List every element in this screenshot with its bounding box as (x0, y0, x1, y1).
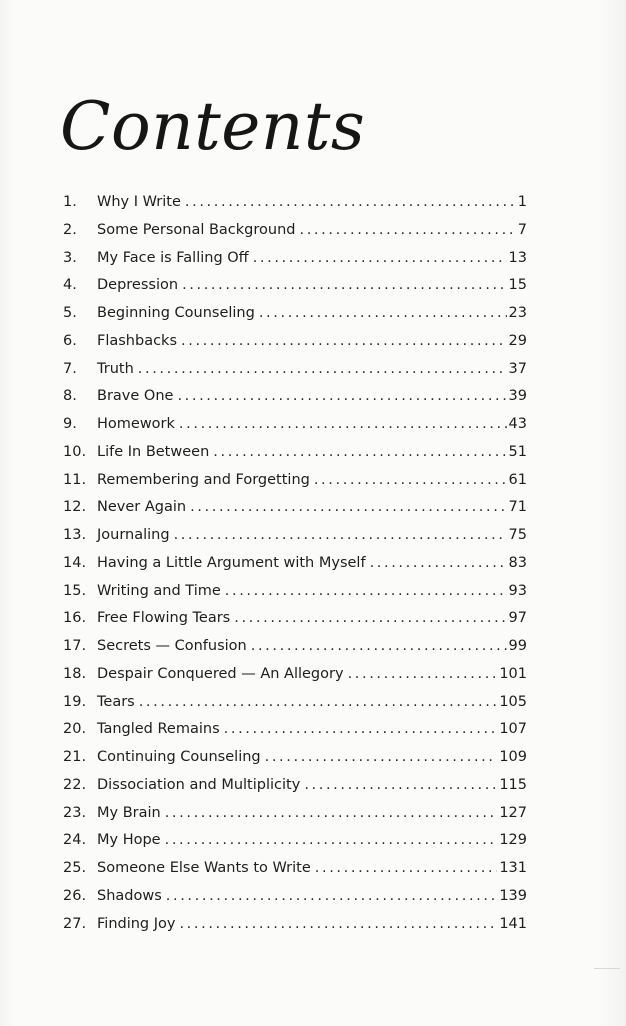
page-number: 75 (508, 527, 527, 543)
dot-leader (190, 499, 506, 515)
dot-leader (299, 222, 515, 238)
chapter-number: 14. (63, 554, 87, 571)
chapter-title: Despair Conquered — An Allegory (97, 665, 344, 682)
chapter-number: 16. (63, 610, 87, 627)
dot-leader (179, 416, 507, 432)
dot-leader (314, 472, 507, 488)
chapter-number: 18. (63, 665, 87, 682)
chapter-number: 17. (63, 638, 87, 654)
chapter-number: 9. (63, 416, 77, 432)
page-number: 37 (508, 360, 527, 377)
page-number: 43 (508, 416, 527, 432)
toc-entry (63, 832, 527, 860)
chapter-title: Some Personal Background (97, 221, 296, 238)
chapter-title: My Face is Falling Off (97, 249, 249, 266)
toc-entry (63, 694, 527, 722)
toc-entry (63, 305, 527, 333)
chapter-number: 27. (63, 915, 87, 932)
dot-leader (370, 555, 507, 571)
chapter-title: Brave One (97, 388, 174, 405)
toc-entry (63, 194, 527, 222)
chapter-title: Homework (97, 416, 175, 432)
page-number: 139 (499, 887, 527, 904)
chapter-title: Someone Else Wants to Write (97, 860, 311, 876)
page-number: 99 (508, 638, 527, 654)
chapter-number: 7. (63, 360, 77, 377)
toc-entry (63, 555, 527, 583)
toc-entry (63, 499, 527, 527)
page-number: 15 (508, 277, 527, 294)
dot-leader (181, 333, 507, 349)
chapter-title: Writing and Time (97, 582, 221, 599)
toc-entry (63, 444, 527, 472)
page-number: 13 (508, 249, 527, 266)
dot-leader (315, 860, 498, 876)
chapter-title: Never Again (97, 499, 187, 516)
chapter-number: 8. (63, 388, 77, 405)
dot-leader (179, 916, 497, 932)
page-number: 61 (508, 471, 527, 488)
toc-entry (63, 222, 527, 250)
page-number: 141 (499, 915, 527, 932)
chapter-title: Journaling (97, 527, 170, 543)
dot-leader (259, 305, 507, 321)
chapter-number: 4. (63, 277, 77, 294)
chapter-title: My Hope (97, 832, 161, 849)
dot-leader (213, 444, 506, 460)
page-edge-mark (594, 968, 620, 969)
chapter-title: Shadows (97, 887, 162, 904)
dot-leader (251, 638, 507, 654)
dot-leader (182, 277, 506, 293)
toc-entry (63, 638, 527, 666)
chapter-number: 25. (63, 860, 87, 876)
chapter-title: Finding Joy (97, 915, 176, 932)
chapter-number: 12. (63, 499, 87, 516)
page-number: 105 (499, 693, 527, 710)
chapter-title: Remembering and Forgetting (97, 471, 310, 488)
toc-entry (63, 805, 527, 833)
dot-leader (224, 721, 498, 737)
chapter-title: Having a Little Argument with Myself (97, 554, 366, 571)
toc-entry (63, 472, 527, 500)
chapter-number: 3. (63, 249, 77, 266)
chapter-number: 10. (63, 443, 87, 460)
chapter-title: Continuing Counseling (97, 749, 261, 765)
page-number: 51 (508, 443, 527, 460)
chapter-number: 6. (63, 332, 77, 349)
dot-leader (139, 694, 498, 710)
toc-entry (63, 333, 527, 361)
dot-leader (348, 666, 498, 682)
chapter-title: Tangled Remains (97, 721, 220, 738)
chapter-title: Free Flowing Tears (97, 610, 231, 627)
toc-entry (63, 860, 527, 888)
dot-leader (177, 388, 506, 404)
toc-entry (63, 583, 527, 611)
dot-leader (185, 194, 516, 210)
toc-entry (63, 361, 527, 389)
dot-leader (265, 749, 498, 765)
page-number: 29 (508, 332, 527, 349)
page-number: 129 (499, 832, 527, 849)
page-number: 71 (508, 499, 527, 516)
dot-leader (174, 527, 507, 543)
chapter-title: Secrets — Confusion (97, 638, 247, 654)
toc-entry (63, 888, 527, 916)
toc-entry (63, 277, 527, 305)
dot-leader (253, 250, 507, 266)
toc-entry (63, 777, 527, 805)
toc-entry (63, 666, 527, 694)
chapter-number: 11. (63, 471, 87, 488)
chapter-number: 23. (63, 804, 87, 821)
chapter-number: 22. (63, 776, 87, 793)
page-number: 107 (499, 721, 527, 738)
toc-entry (63, 527, 527, 555)
page-number: 93 (508, 582, 527, 599)
chapter-number: 26. (63, 887, 87, 904)
chapter-title: Truth (97, 360, 134, 377)
toc-entry (63, 416, 527, 444)
chapter-number: 19. (63, 693, 87, 710)
chapter-number: 21. (63, 749, 87, 765)
chapter-number: 20. (63, 721, 87, 738)
page-number: 39 (508, 388, 527, 405)
page-title: Contents (60, 88, 366, 165)
chapter-title: My Brain (97, 804, 161, 821)
chapter-title: Life In Between (97, 443, 210, 460)
chapter-title: Why I Write (97, 194, 181, 210)
chapter-number: 2. (63, 221, 77, 238)
page-number: 97 (508, 610, 527, 627)
chapter-number: 13. (63, 527, 87, 543)
chapter-title: Depression (97, 277, 179, 294)
table-of-contents (63, 194, 527, 943)
page-number: 115 (499, 776, 527, 793)
toc-entry (63, 721, 527, 749)
dot-leader (225, 583, 507, 599)
page-number: 101 (499, 665, 527, 682)
chapter-title: Dissociation and Multiplicity (97, 776, 301, 793)
chapter-number: 5. (63, 305, 77, 321)
chapter-title: Tears (97, 693, 135, 710)
toc-entry (63, 610, 527, 638)
chapter-number: 15. (63, 582, 87, 599)
toc-entry (63, 388, 527, 416)
dot-leader (138, 361, 507, 377)
dot-leader (234, 610, 506, 626)
chapter-number: 1. (63, 194, 77, 210)
chapter-number: 24. (63, 832, 87, 849)
page-number: 23 (508, 305, 527, 321)
page-number: 127 (499, 804, 527, 821)
toc-entry (63, 250, 527, 278)
page-number: 131 (499, 860, 527, 876)
page-number: 1 (517, 194, 527, 210)
dot-leader (304, 777, 497, 793)
dot-leader (165, 805, 498, 821)
chapter-title: Flashbacks (97, 332, 178, 349)
dot-leader (165, 832, 498, 848)
page-number: 7 (517, 221, 527, 238)
chapter-title: Beginning Counseling (97, 305, 255, 321)
toc-entry (63, 749, 527, 777)
dot-leader (166, 888, 498, 904)
toc-entry (63, 916, 527, 944)
page-number: 83 (508, 554, 527, 571)
page-number: 109 (499, 749, 527, 765)
